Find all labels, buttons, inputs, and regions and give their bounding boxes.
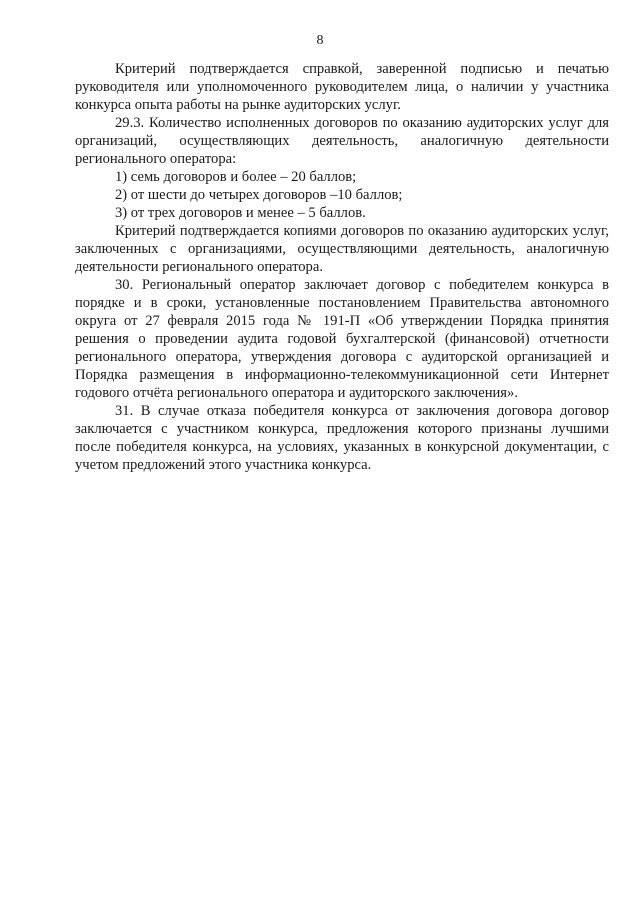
list-item-seven-or-more: 1) семь договоров и более – 20 баллов; <box>115 169 357 185</box>
list-item-six-to-four: 2) от шести до четырех договоров –10 баллов; <box>115 187 403 203</box>
paragraph-31: 31. В случае отказа победителя конкурса от заключения договора договор заключается с участником конкурса, предложения которого признаны лучшими после победителя конкурса, на условиях, указанных в конкурсной документации, с учетом предложений этого участника конкурса. <box>75 403 609 473</box>
page-number: 8 <box>316 33 324 48</box>
paragraph-criterion-copies: Критерий подтверждается копиями договоров по оказанию аудиторских услуг, заключенных с организациями, осуществляющими деятельность, аналогичную деятельности регионального оператора. <box>75 223 609 275</box>
paragraph-29-3: 29.3. Количество исполненных договоров по оказанию аудиторских услуг для организаций, осуществляющих деятельность, аналогичную деятельности регионального оператора: <box>75 115 609 167</box>
paragraph-30: 30. Региональный оператор заключает договор с победителем конкурса в порядке и в сроки, установленные постановлением Правительства автономного округа от 27 февраля 2015 года № 191-П «Об утверждении Порядка принятия решения о проведении аудита годовой бухгалтерской (финансовой) отчетности регионального оператора, утверждения договора с аудиторской организацией и Порядка размещения в информационно-телекоммуникационной сети Интернет годового отчёта регионального оператора и аудиторского заключения». <box>75 277 609 401</box>
paragraph-criterion-certificate: Критерий подтверждается справкой, заверенной подписью и печатью руководителя или уполномоченного руководителем лица, о наличии у участника конкурса опыта работы на рынке аудиторских услуг. <box>75 61 609 113</box>
list-item-three-or-less: 3) от трех договоров и менее – 5 баллов. <box>115 205 366 221</box>
document-body <box>75 60 609 474</box>
